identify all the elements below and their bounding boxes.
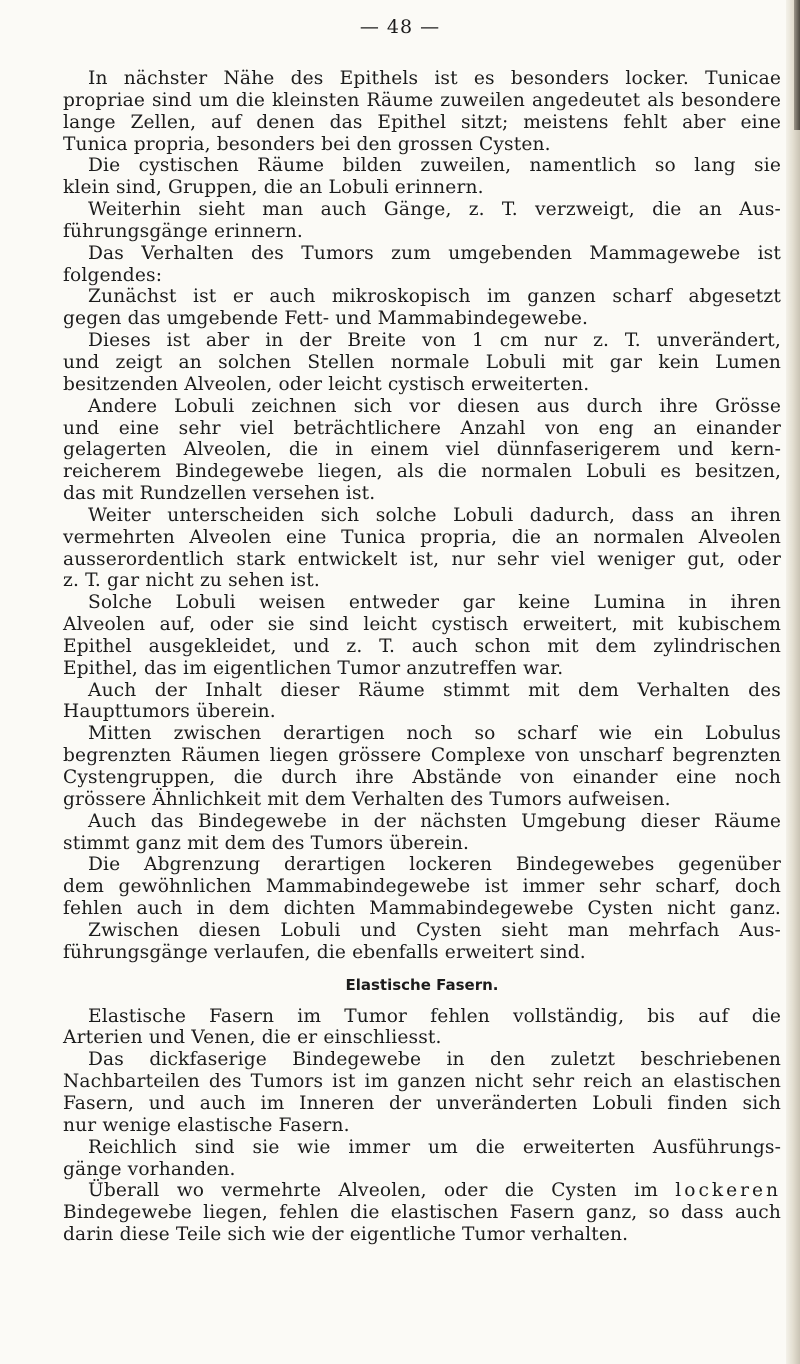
text-line: Das Verhalten des Tumors zum umgebenden Mammagewebe ist: [88, 242, 781, 264]
text-line: klein sind, Gruppen, die an Lobuli erinnern.: [63, 177, 484, 199]
text-line: Bindegewebe liegen, fehlen die elastischen Fasern ganz, so dass auch: [63, 1202, 781, 1224]
text-line: lange Zellen, auf denen das Epithel sitzt; meistens fehlt aber eine: [63, 111, 781, 133]
text-line: ausserordentlich stark entwickelt ist, nur sehr viel weniger gut, oder: [63, 548, 781, 570]
text-line: besitzenden Alveolen, oder leicht cystisch erweiterten.: [63, 373, 590, 395]
text-line: Tunica propria, besonders bei den grossen Cysten.: [63, 133, 551, 155]
text-line: Reichlich sind sie wie immer um die erweiterten Ausführungs-: [88, 1136, 781, 1158]
text-line: propriae sind um die kleinsten Räume zuweilen angedeutet als besondere: [63, 89, 781, 111]
text-line: Mitten zwischen derartigen noch so scharf wie ein Lobulus: [88, 723, 781, 745]
text-line: Das dickfaserige Bindegewebe in den zuletzt beschriebenen: [88, 1049, 781, 1071]
text-line: Auch der Inhalt dieser Räume stimmt mit dem Verhalten des: [88, 679, 781, 701]
page-edge-shadow: [786, 0, 800, 1364]
text-line: Weiter unterscheiden sich solche Lobuli dadurch, dass an ihren: [88, 504, 781, 526]
binding-edge-dark: [794, 0, 800, 130]
text-line: Haupttumors überein.: [63, 701, 276, 723]
text-line: begrenzten Räumen liegen grössere Complexe von unscharf begrenzten: [63, 745, 781, 767]
text-line: und zeigt an solchen Stellen normale Lobuli mit gar kein Lumen: [63, 351, 781, 373]
text-line: Die cystischen Räume bilden zuweilen, namentlich so lang sie: [88, 155, 781, 177]
text-line: Epithel ausgekleidet, und z. T. auch schon mit dem zylindrischen: [63, 635, 781, 657]
text-line: fehlen auch in dem dichten Mammabindegewebe Cysten nicht ganz.: [63, 898, 781, 920]
page-number: — 48 —: [359, 16, 441, 38]
text-line: Elastische Fasern im Tumor fehlen vollständig, bis auf die: [88, 1005, 781, 1027]
text-line: Fasern, und auch im Inneren der unveränderten Lobuli finden sich: [63, 1092, 781, 1114]
text-line: Zwischen diesen Lobuli und Cysten sieht man mehrfach Aus-: [88, 919, 781, 941]
emphasized-word: lockeren: [675, 1180, 781, 1202]
text-line: dem gewöhnlichen Mammabindegewebe ist immer sehr scharf, doch: [63, 876, 781, 898]
text-line: darin diese Teile sich wie der eigentliche Tumor verhalten.: [63, 1224, 629, 1246]
text-line: Die Abgrenzung derartigen lockeren Bindegewebes gegenüber: [88, 854, 781, 876]
text-line: Dieses ist aber in der Breite von 1 cm nur z. T. unverändert,: [88, 330, 781, 352]
text-line: gelagerten Alveolen, die in einem viel dünnfaserigerem und kern-: [63, 439, 781, 461]
text-line: führungsgänge verlaufen, die ebenfalls erweitert sind.: [63, 941, 586, 963]
text-line: gänge vorhanden.: [63, 1158, 236, 1180]
text-line: vermehrten Alveolen eine Tunica propria, die an normalen Alveolen: [63, 526, 781, 548]
text-line: Zunächst ist er auch mikroskopisch im ganzen scharf abgesetzt: [88, 286, 781, 308]
text-line: grössere Ähnlichkeit mit dem Verhalten des Tumors aufweisen.: [63, 788, 671, 810]
text-line: [63, 1180, 781, 1202]
text-line: z. T. gar nicht zu sehen ist.: [63, 570, 320, 592]
text-line: reicherem Bindegewebe liegen, als die normalen Lobuli es besitzen,: [63, 461, 781, 483]
text-fragment: Überall wo vermehrte Alveolen, oder die Cysten im: [88, 1180, 676, 1202]
text-line: gegen das umgebende Fett- und Mammabindegewebe.: [63, 308, 589, 330]
text-line: Nachbarteilen des Tumors ist im ganzen nicht sehr reich an elastischen: [63, 1071, 781, 1093]
text-line: Weiterhin sieht man auch Gänge, z. T. verzweigt, die an Aus-: [88, 199, 781, 221]
text-line: nur wenige elastische Fasern.: [63, 1114, 350, 1136]
text-line: In nächster Nähe des Epithels ist es besonders locker. Tunicae: [88, 68, 781, 89]
text-line: Andere Lobuli zeichnen sich vor diesen aus durch ihre Grösse: [88, 395, 781, 417]
text-line: Epithel, das im eigentlichen Tumor anzutreffen war.: [63, 657, 564, 679]
text-line: Solche Lobuli weisen entweder gar keine Lumina in ihren: [88, 592, 781, 614]
text-line: das mit Rundzellen versehen ist.: [63, 483, 376, 505]
section-heading: Elastische Fasern.: [345, 975, 499, 994]
text-line: Arterien und Venen, die er einschliesst.: [63, 1027, 442, 1049]
text-line: Auch das Bindegewebe in der nächsten Umgebung dieser Räume: [88, 810, 781, 832]
text-line: und eine sehr viel beträchtlichere Anzahl von eng an einander: [63, 417, 781, 439]
body-text: [63, 68, 781, 1246]
text-line: Alveolen auf, oder sie sind leicht cystisch erweitert, mit kubischem: [63, 614, 781, 636]
text-line: führungsgänge erinnern.: [63, 220, 303, 242]
text-line: Cystengruppen, die durch ihre Abstände von einander eine noch: [63, 767, 781, 788]
text-line: folgendes:: [63, 264, 163, 286]
text-line: stimmt ganz mit dem des Tumors überein.: [63, 832, 470, 854]
